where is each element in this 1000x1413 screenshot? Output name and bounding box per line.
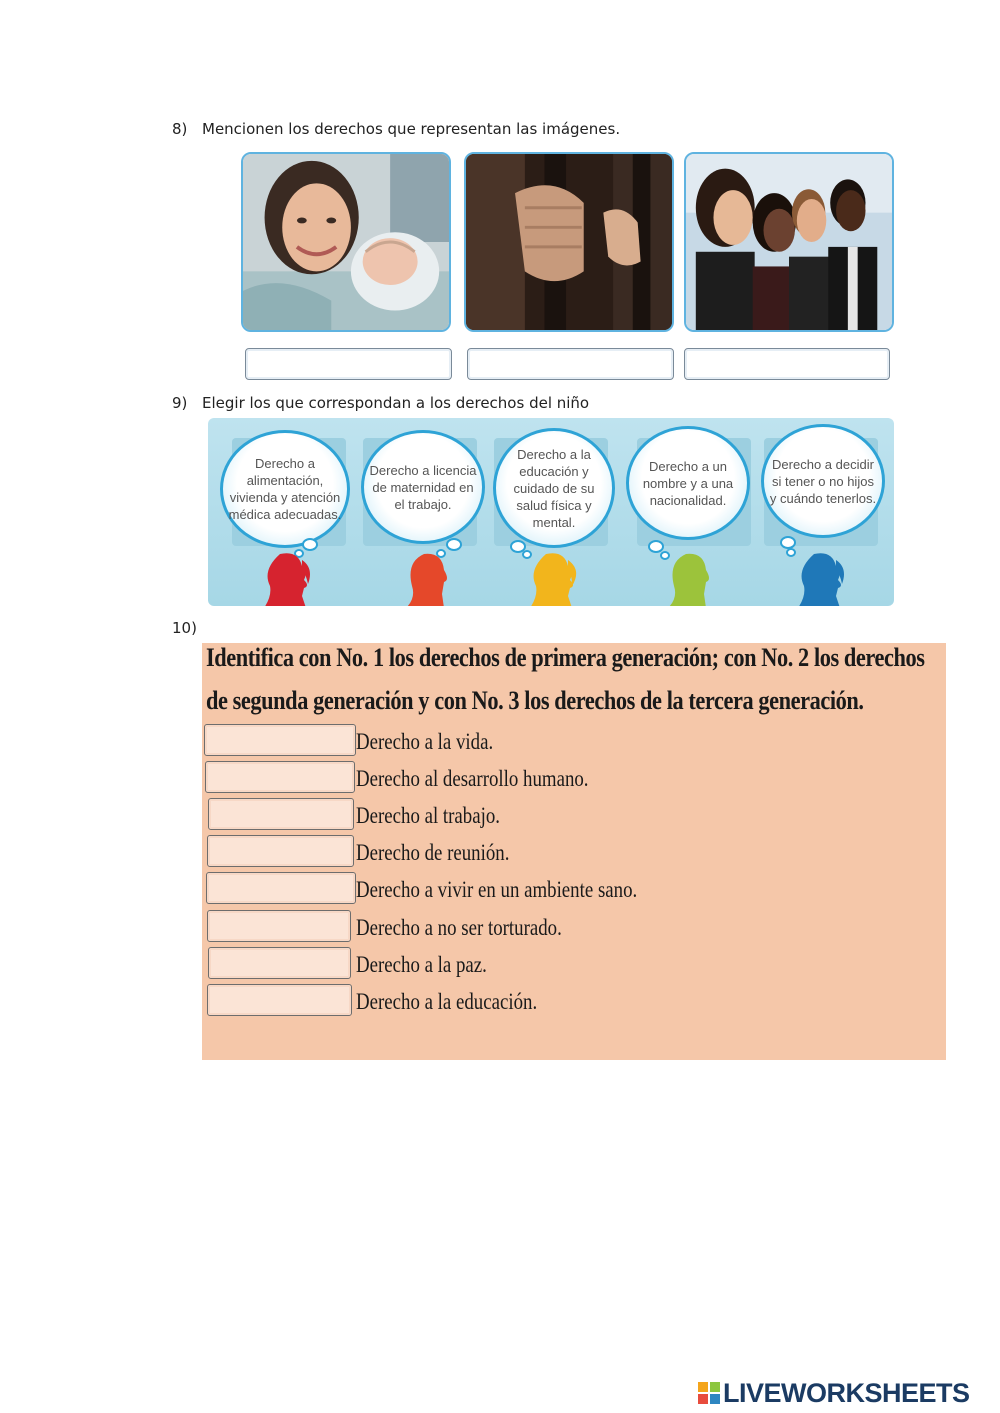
- bubble-1-text: Derecho a alimentación, vivienda y atención médica adecuadas.: [228, 456, 342, 522]
- photo-prison-bars: [464, 152, 674, 332]
- question-9-text: Elegir los que correspondan a los derechos del niño: [202, 394, 590, 412]
- head-silhouette-yellow-icon: [524, 550, 584, 606]
- liveworksheets-brand-text: LIVEWORKSHEETS: [723, 1377, 970, 1408]
- question-9-number: 9): [172, 394, 188, 412]
- question-10-number: 10): [172, 619, 197, 637]
- panel-title-line-2: de segunda generación y con No. 3 los derechos de la tercera generación.: [206, 686, 864, 715]
- head-silhouette-red-icon: [258, 550, 318, 606]
- photo-mother-newborn: [241, 152, 451, 332]
- generation-input-4[interactable]: [207, 835, 354, 867]
- question-8: [172, 120, 620, 138]
- generation-input-7[interactable]: [208, 947, 351, 979]
- head-5-shape: [798, 553, 844, 606]
- question-9: [172, 394, 589, 412]
- thought-bubble-3[interactable]: [493, 428, 615, 548]
- head-2-shape: [406, 554, 447, 606]
- generations-panel: [202, 643, 946, 1060]
- liveworksheets-logo: [698, 1378, 970, 1408]
- question-8-number: 8): [172, 120, 188, 138]
- bubble-dot: [780, 536, 796, 549]
- right-item-3: Derecho al trabajo.: [356, 803, 500, 828]
- rights-banner: [208, 418, 894, 606]
- right-item-7: Derecho a la paz.: [356, 952, 487, 977]
- bubble-2-text: Derecho a licencia de maternidad en el trabajo.: [369, 462, 477, 512]
- generation-input-8[interactable]: [207, 984, 352, 1016]
- right-item-5: Derecho a vivir en un ambiente sano.: [356, 877, 638, 902]
- bubble-4-text: Derecho a un nombre y a una nacionalidad.: [642, 458, 734, 508]
- generation-input-1[interactable]: [204, 724, 356, 756]
- answer-box-2[interactable]: [467, 348, 674, 380]
- right-item-2: Derecho al desarrollo humano.: [356, 766, 589, 791]
- thought-bubble-5[interactable]: [761, 424, 885, 538]
- thought-bubble-2[interactable]: [361, 430, 485, 544]
- panel-title-line-1: Identifica con No. 1 los derechos de primera generación; con No. 2 los derechos: [206, 643, 925, 672]
- answer-box-1[interactable]: [245, 348, 452, 380]
- right-item-8: Derecho a la educación.: [356, 989, 538, 1014]
- generation-input-6[interactable]: [207, 910, 351, 942]
- question-8-text: Mencionen los derechos que representan las imágenes.: [202, 120, 621, 138]
- head-4-shape: [668, 554, 709, 606]
- bubble-3-text: Derecho a la educación y cuidado de su salud física y mental.: [513, 446, 595, 530]
- question-10: [172, 619, 197, 637]
- head-silhouette-blue-icon: [792, 550, 852, 606]
- thought-bubble-4[interactable]: [626, 426, 750, 540]
- head-1-shape: [264, 553, 310, 606]
- head-silhouette-green-icon: [660, 550, 720, 606]
- right-item-4: Derecho de reunión.: [356, 840, 510, 865]
- right-item-6: Derecho a no ser torturado.: [356, 915, 562, 940]
- bubble-5-text: Derecho a decidir si tener o no hijos y cuándo tenerlos.: [769, 456, 877, 506]
- generation-input-2[interactable]: [205, 761, 355, 793]
- head-3-shape: [530, 553, 576, 606]
- thought-bubble-1[interactable]: [220, 430, 350, 548]
- generation-input-3[interactable]: [208, 798, 354, 830]
- head-silhouette-orange-icon: [398, 550, 458, 606]
- generation-input-5[interactable]: [206, 872, 356, 904]
- right-item-1: Derecho a la vida.: [356, 729, 494, 754]
- photo-diverse-people: [684, 152, 894, 332]
- liveworksheets-logo-icon: [698, 1382, 720, 1404]
- answer-box-3[interactable]: [684, 348, 890, 380]
